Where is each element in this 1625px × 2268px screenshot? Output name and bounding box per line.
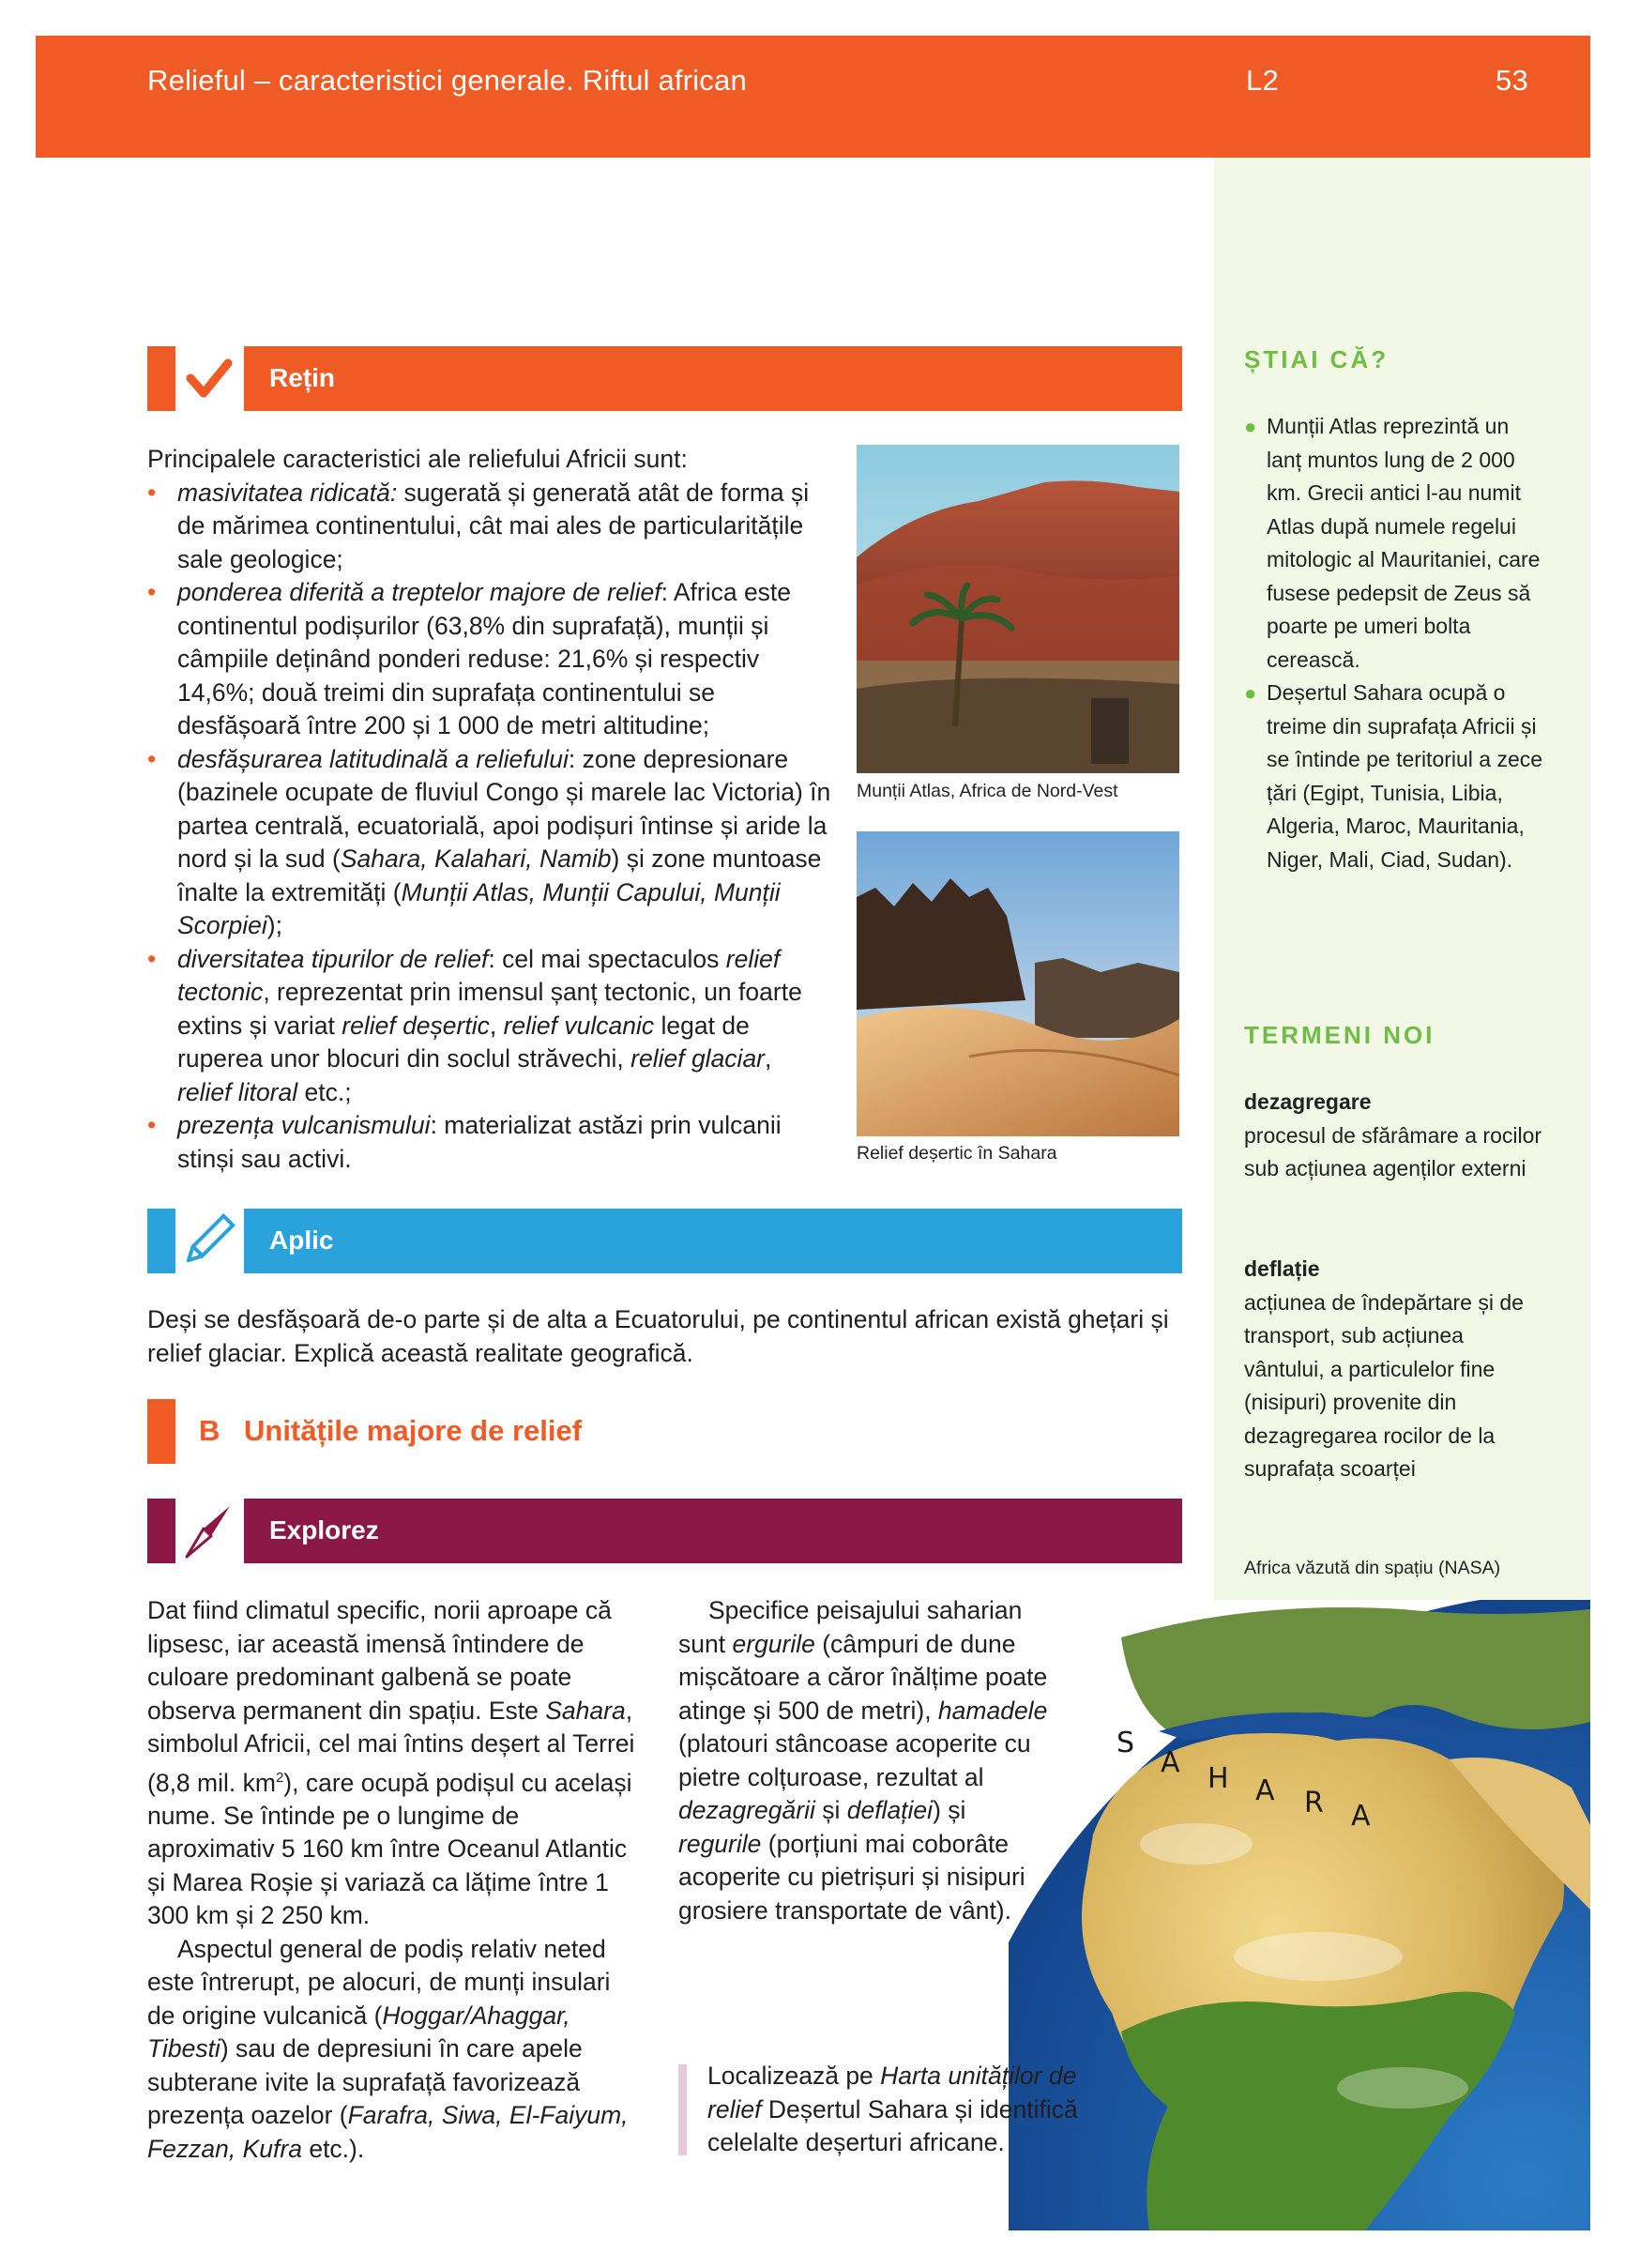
list-item: • prezența vulcanismului: materializat astăzi prin vulcanii stinși sau activi. [147, 1111, 782, 1173]
retin-text [147, 443, 832, 1176]
explorez-label: Explorez [269, 1515, 379, 1545]
svg-text:A: A [1161, 1746, 1180, 1779]
pencil-icon [175, 1209, 241, 1273]
aplic-accent [147, 1209, 175, 1273]
bullet-icon: ● [1244, 681, 1257, 705]
svg-text:A: A [1351, 1800, 1371, 1833]
explorez-col1-p2: Aspectul general de podiș relativ neted este întrerupt, pe alocuri, de munți insulari de origine vulcanică (Hoggar/Ahaggar, Tibesti) sau de depresiuni în care apele subterane ivite la suprafață favorizează prezența oazelor (Farafra, Siwa, El-Faiyum, Fezzan, Kufra etc.). [147, 1934, 629, 2163]
section-b-title: Unitățile majore de relief [244, 1414, 583, 1447]
retin-label: Rețin [269, 363, 335, 392]
explorez-col1 [147, 1594, 643, 2166]
globe-caption: Africa văzută din spațiu (NASA) [1244, 1558, 1501, 1578]
section-b-letter: B [199, 1414, 220, 1447]
retin-accent [147, 346, 175, 411]
explorez-task: Localizează pe Harta unităților de relief Deșertul Sahara și identifică celelalte deșerturi africane. [707, 2062, 1078, 2156]
retin-bullets [147, 477, 832, 1177]
page-number: 53 [1496, 64, 1528, 97]
list-item: ● Munții Atlas reprezintă un lanț muntos lung de 2 000 km. Grecii antici l-au numit Atlas după numele regelui mitologic al Mauritaniei, care fusese pedepsit de Zeus să poarte pe umeri bolta cerească. [1267, 410, 1548, 677]
list-item: • ponderea diferită a treptelor majore de relief: Africa este continentul podișurilor (63,8% din suprafață), munții și câmpiile deținând ponderi reduse: 21,6% și respectiv 14,6%; două treimi din suprafața continentului se desfășoară între 200 și 1 000 de metri altitudine; [147, 578, 792, 739]
list-item: ● Deșertul Sahara ocupă o treime din suprafața Africii și se întinde pe teritoriul a zece țări (Egipt, Tunisia, Libia, Algeria, Maroc, Mauritania, Niger, Mali, Ciad, Sudan). [1267, 677, 1548, 876]
checkmark-icon [175, 346, 241, 411]
list-item: • masivitatea ridicată: sugerată și generată atât de forma și de mărimea continentului, cât mai ales de particularitățile sale geologice; [147, 478, 810, 573]
termeni-heading: TERMENI NOI [1244, 1021, 1435, 1049]
photo1-caption: Munții Atlas, Africa de Nord-Vest [857, 781, 1118, 801]
explorez-col2 [678, 1594, 1054, 1927]
lesson-label: L2 [1246, 64, 1279, 97]
aplic-text: Deși se desfășoară de-o parte și de alta a Ecuatorului, pe continentul african există ghețari și relief glaciar. Explică această realitate geografică. [147, 1305, 1169, 1367]
term-block [1244, 1086, 1544, 1186]
term-name: deflație [1244, 1256, 1320, 1281]
retin-bar [244, 346, 1182, 411]
explorez-accent [147, 1499, 175, 1563]
svg-text:R: R [1304, 1787, 1324, 1819]
term-definition: acțiunea de îndepărtare și de transport, sub acțiunea vântului, a particulelor fine (nisipuri) provenite din dezagregarea rocilor de la suprafața scoarței [1244, 1289, 1524, 1481]
retin-intro: Principalele caracteristici ale reliefului Africii sunt: [147, 445, 688, 473]
term-name: dezagregare [1244, 1089, 1372, 1114]
bullet-icon: ● [1244, 415, 1257, 438]
stiai-list [1244, 410, 1548, 876]
photo2-caption: Relief deșertic în Sahara [857, 1143, 1057, 1164]
svg-text:H: H [1207, 1762, 1229, 1795]
explorez-col1-p1: Dat fiind climatul specific, norii aproape că lipsesc, iar această imensă întindere de culoare predominant galbenă se poate observa permanent din spațiu. Este Sahara, simbolul Africii, cel mai întins deșert al Terrei (8,8 mil. $km^2$), care ocupă podișul cu același nume. Se întinde pe o lungime de aproximativ 5 160 km între Oceanul Atlantic și Marea Roșie și variază ca lățime între 1 300 km și 2 250 km. [147, 1596, 635, 1930]
term-definition: procesul de sfărâmare a rocilor sub acțiunea agenților externi [1244, 1122, 1542, 1180]
term-block [1244, 1253, 1544, 1486]
desert-relief-photo [857, 831, 1179, 1136]
explorez-col2-p1: Specifice peisajului saharian sunt ergurile (câmpuri de dune mișcătoare a căror înălțime poate atinge și 500 de metri), hamadele (platouri stâncoase acoperite cu pietre colțuroase, rezultat al dezagregării și deflației) și regurile (porțiuni mai coborâte acoperite cu pietrișuri și nisipuri grosiere transportate de vânt). [678, 1596, 1048, 1925]
task-accent [678, 2064, 687, 2155]
list-item: • diversitatea tipurilor de relief: cel mai spectaculos relief tectonic, reprezentat prin imensul șanț tectonic, un foarte extins și variat relief deșertic, relief vulcanic legat de ruperea unor blocuri din soclul străvechi, relief glaciar, relief litoral etc.; [147, 944, 802, 1106]
list-item: • desfășurarea latitudinală a reliefului: zone depresionare (bazinele ocupate de fluviul Congo și marele lac Victoria) în partea centrală, ecuatorială, apoi podișuri întinse și aride la nord și la sud (Sahara, Kalahari, Namib) și zone muntoase înalte la extremități (Munții Atlas, Munții Capului, Munții Scorpiei); [147, 744, 831, 939]
atlas-mountains-photo [857, 445, 1179, 773]
compass-icon [175, 1499, 241, 1563]
section-b-accent [147, 1399, 175, 1464]
explorez-bar [244, 1499, 1182, 1563]
svg-text:S: S [1116, 1727, 1135, 1759]
aplic-label: Aplic [269, 1225, 334, 1255]
stiai-heading: ȘTIAI CĂ? [1244, 345, 1390, 373]
page-header-title: Relieful – caracteristici generale. Riftul african [147, 64, 747, 97]
aplic-bar [244, 1209, 1182, 1273]
svg-text:A: A [1255, 1774, 1275, 1807]
